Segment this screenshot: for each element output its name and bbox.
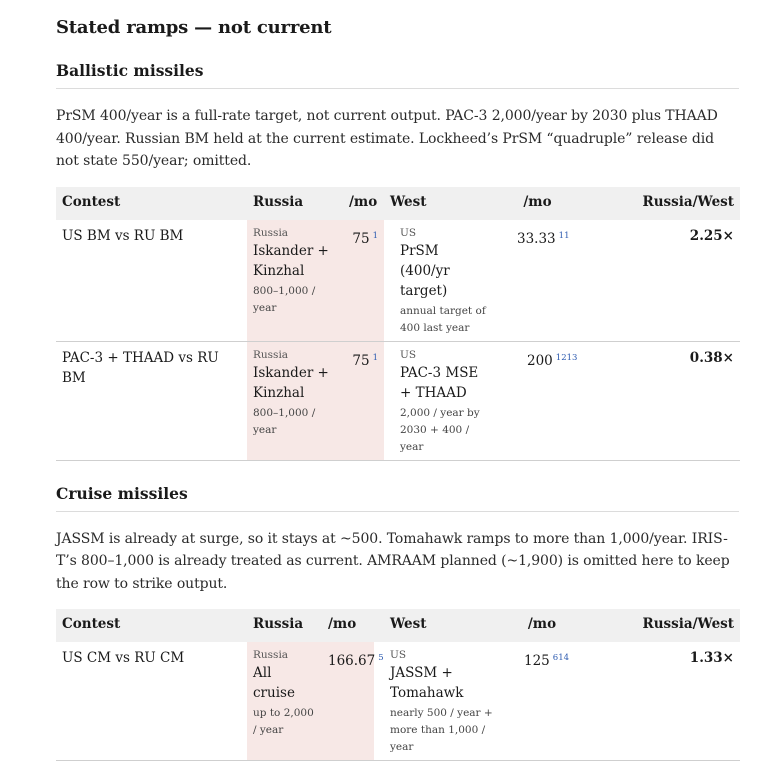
- footnote-link[interactable]: 614: [553, 653, 569, 663]
- col-west: West: [384, 187, 495, 220]
- col-russia: Russia: [247, 187, 343, 220]
- table-row: [56, 341, 740, 460]
- west-detail: nearly 500 / year + more than 1,000 / year: [390, 705, 498, 756]
- section-cruise-missiles: [56, 483, 739, 761]
- russia-detail: 800–1,000 / year: [253, 283, 337, 317]
- section-note: PrSM 400/year is a full-rate target, not current output. PAC-3 2,000/year by 2030 plus THAAD 400/year. Russian BM held at the current estimate. Lockheed’s PrSM “quadruple” release did not state 550/year; omitted.: [56, 105, 739, 173]
- footnote-link[interactable]: 5: [378, 653, 383, 663]
- west-per-month-cell: [504, 642, 580, 761]
- footnote-link[interactable]: 11: [559, 231, 570, 241]
- west-per-month-cell: [495, 220, 580, 342]
- russia-per-month-value: 75: [352, 353, 369, 369]
- west-system-name: JASSM + Tomahawk: [390, 663, 498, 703]
- russia-system-name: All cruise: [253, 663, 316, 703]
- table-row: [56, 220, 740, 342]
- ratio-cell: 2.25×: [580, 220, 740, 342]
- col-west: West: [374, 609, 504, 642]
- col-ratio: Russia/West: [580, 187, 740, 220]
- russia-detail: 800–1,000 / year: [253, 405, 337, 439]
- col-russia-per-month: /mo: [343, 187, 384, 220]
- russia-system-name: Iskander + Kinzhal: [253, 363, 337, 403]
- russia-label: Russia: [253, 648, 316, 662]
- col-west-per-month: /mo: [495, 187, 580, 220]
- footnote-link[interactable]: 1213: [556, 353, 578, 363]
- russia-per-month-cell: [343, 341, 384, 460]
- page-title: Stated ramps — not current: [56, 16, 739, 40]
- col-contest: Contest: [56, 609, 247, 642]
- west-system-name: PAC-3 MSE + THAAD: [400, 363, 489, 403]
- russia-cell: [247, 642, 322, 761]
- russia-label: Russia: [253, 348, 337, 362]
- russia-per-month-value: 75: [352, 231, 369, 247]
- russia-cell: [247, 220, 343, 342]
- russia-per-month-value: 166.67: [328, 653, 375, 669]
- col-west-per-month: /mo: [504, 609, 580, 642]
- table-header-row: [56, 187, 740, 220]
- section-heading: Ballistic missiles: [56, 60, 739, 89]
- west-per-month-value: 33.33: [517, 231, 556, 247]
- section-note: JASSM is already at surge, so it stays at ~500. Tomahawk ramps to more than 1,000/year. IRIS-T’s 800–1,000 is already treated as current. AMRAAM planned (~1,900) is omitted here to keep the row to strike output.: [56, 528, 739, 596]
- west-per-month-cell: [495, 341, 580, 460]
- west-cell: [384, 220, 495, 342]
- west-detail: annual target of 400 last year: [400, 303, 489, 337]
- ratio-cell: 1.33×: [580, 642, 740, 761]
- west-per-month-value: 125: [524, 653, 550, 669]
- col-russia: Russia: [247, 609, 322, 642]
- col-ratio: Russia/West: [580, 609, 740, 642]
- west-label: US: [390, 648, 498, 662]
- table-header-row: [56, 609, 740, 642]
- west-cell: [374, 642, 504, 761]
- west-per-month-value: 200: [527, 353, 553, 369]
- russia-detail: up to 2,000 / year: [253, 705, 316, 739]
- table-row: [56, 642, 740, 761]
- russia-cell: [247, 341, 343, 460]
- comparison-table: [56, 609, 740, 761]
- contest-cell: PAC-3 + THAAD vs RU BM: [56, 341, 247, 460]
- contest-cell: US CM vs RU CM: [56, 642, 247, 761]
- ratio-cell: 0.38×: [580, 341, 740, 460]
- west-system-name: PrSM (400/yr target): [400, 241, 489, 301]
- col-contest: Contest: [56, 187, 247, 220]
- footnote-link[interactable]: 1: [373, 353, 378, 363]
- section-ballistic-missiles: [56, 60, 739, 461]
- footnote-link[interactable]: 1: [373, 231, 378, 241]
- contest-cell: US BM vs RU BM: [56, 220, 247, 342]
- west-cell: [384, 341, 495, 460]
- comparison-table: [56, 187, 740, 461]
- russia-per-month-cell: [343, 220, 384, 342]
- russia-system-name: Iskander + Kinzhal: [253, 241, 337, 281]
- russia-per-month-cell: [322, 642, 374, 761]
- section-heading: Cruise missiles: [56, 483, 739, 512]
- west-detail: 2,000 / year by 2030 + 400 / year: [400, 405, 489, 456]
- russia-label: Russia: [253, 226, 337, 240]
- west-label: US: [400, 226, 489, 240]
- west-label: US: [400, 348, 489, 362]
- col-russia-per-month: /mo: [322, 609, 374, 642]
